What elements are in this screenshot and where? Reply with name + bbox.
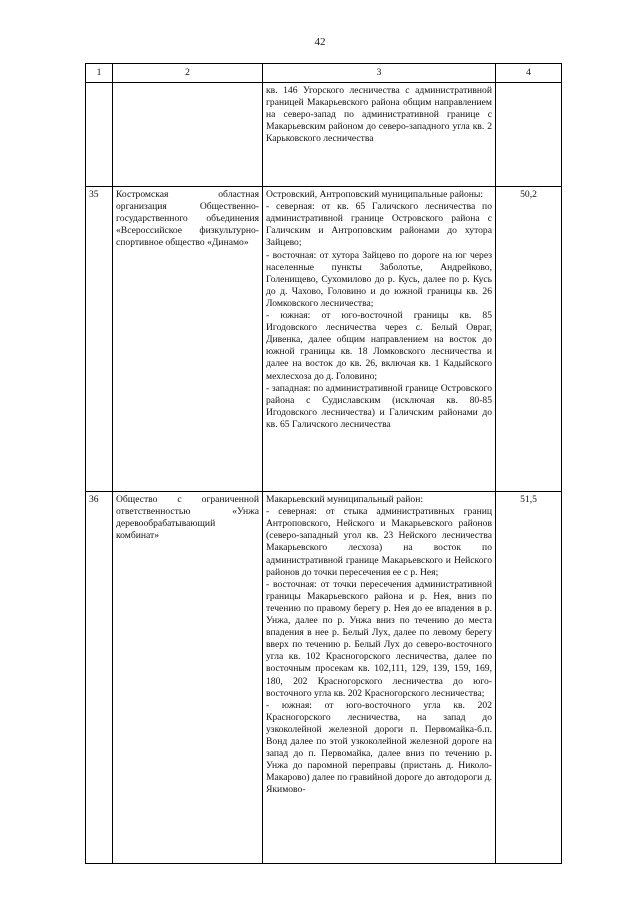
table-row <box>86 492 562 864</box>
column-header-organization: 2 <box>113 64 263 83</box>
boundary-paragraph: - северная: от кв. 65 Галичского лесничества по административной границе Островского района с Галичским и Антроповским районами до хутора Зайцево; <box>266 201 492 249</box>
boundary-paragraph: - западная: по административной границе Островского района с Судиславским (исключая кв. 80-85 Игодовского лесничества) и Галичским районами до кв. 65 Галичского лесничества <box>266 382 492 430</box>
boundary-description <box>263 187 496 492</box>
area-value: 50,2 <box>496 187 562 492</box>
boundary-paragraph: - восточная: от хутора Зайцево по дороге на юг через населенные пункты Заболотье, Андрейково, Голенищево, Сухомилово до р. Кусь, далее по р. Кусь до д. Чахово, Головино и до южной границы кв. 26 Ломковского лесничества; <box>266 249 492 309</box>
organization-name <box>113 83 263 187</box>
boundary-paragraph: - восточная: от точки пересечения административной границы Макарьевского района и р. Нея, вниз по течению по правому берегу р. Нея до ее впадения в р. Унжа, далее по р. Унжа вниз по течению до места впадения в нее р. Белый Лух, далее по левому берегу вверх по течению р. Белый Лух до северо-восточного угла кв. 102 Красногорского лесничества, далее по восточным просекам кв. 102,111, 129, 139, 159, 169, 180, 202 Красногорского лесничества до юго-восточного угла кв. 202 Красногорского лесничества; <box>266 578 492 699</box>
table-row <box>86 83 562 187</box>
boundary-description <box>263 492 496 864</box>
boundary-paragraph: - южная: от юго-восточного угла кв. 202 Красногорского лесничества, на запад до узкоколейной железной дороги п. Первомайка-б.п. Вонд далее по этой узкоколейной железной дороге на запад до п. Первомайка, далее вниз по течению р. Унжа до паромной переправы (пристань д. Николо-Макарово) далее по гравийной дороге до автодороги д. Якимово- <box>266 699 492 796</box>
column-header-number: 1 <box>86 64 113 83</box>
row-number: 35 <box>86 187 113 492</box>
hunting-grounds-table <box>85 63 562 864</box>
boundary-paragraph: - южная: от юго-восточной границы кв. 85 Игодовского лесничества через с. Белый Овраг, Дивенка, далее общим направлением на восток до южной границы кв. 18 Ломковского лесничества и далее на восток до кв. 26, включая кв. 1 Кадыйского мехлесхоза до д. Головино; <box>266 310 492 382</box>
boundary-description <box>263 83 496 187</box>
table-header-row <box>86 64 562 83</box>
boundary-paragraph: Макарьевский муниципальный район: <box>266 494 423 506</box>
page-number: 42 <box>314 36 326 48</box>
row-number: 36 <box>86 492 113 864</box>
row-number <box>86 83 113 187</box>
organization-name: Общество с ограниченной ответственностью «Унжа деревообрабатывающий комбинат» <box>113 492 263 864</box>
table-row <box>86 187 562 492</box>
boundary-paragraph: кв. 146 Угорского лесничества с административной границей Макарьевского района общим направлением на северо-запад по административной границе с Макарьевским районом до северо-западного угла кв. 2 Карьковского лесничества <box>266 85 492 145</box>
area-value: 51,5 <box>496 492 562 864</box>
boundary-paragraph: - северная: от стыка административных границ Антроповского, Нейского и Макарьевского районов (северо-западный угол кв. 23 Нейского лесничества Макарьевского лесхоза) на восток по административной границе Макарьевского и Нейского районов до точки пересечения ее с р. Нея; <box>266 506 492 578</box>
column-header-area: 4 <box>496 64 562 83</box>
organization-name: Костромская областная организация Общественно-государственного объединения «Всероссийское физкультурно-спортивное общество «Динамо» <box>113 187 263 492</box>
area-value <box>496 83 562 187</box>
column-header-boundaries: 3 <box>263 64 496 83</box>
boundary-paragraph: Островский, Антроповский муниципальные районы: <box>266 189 484 201</box>
